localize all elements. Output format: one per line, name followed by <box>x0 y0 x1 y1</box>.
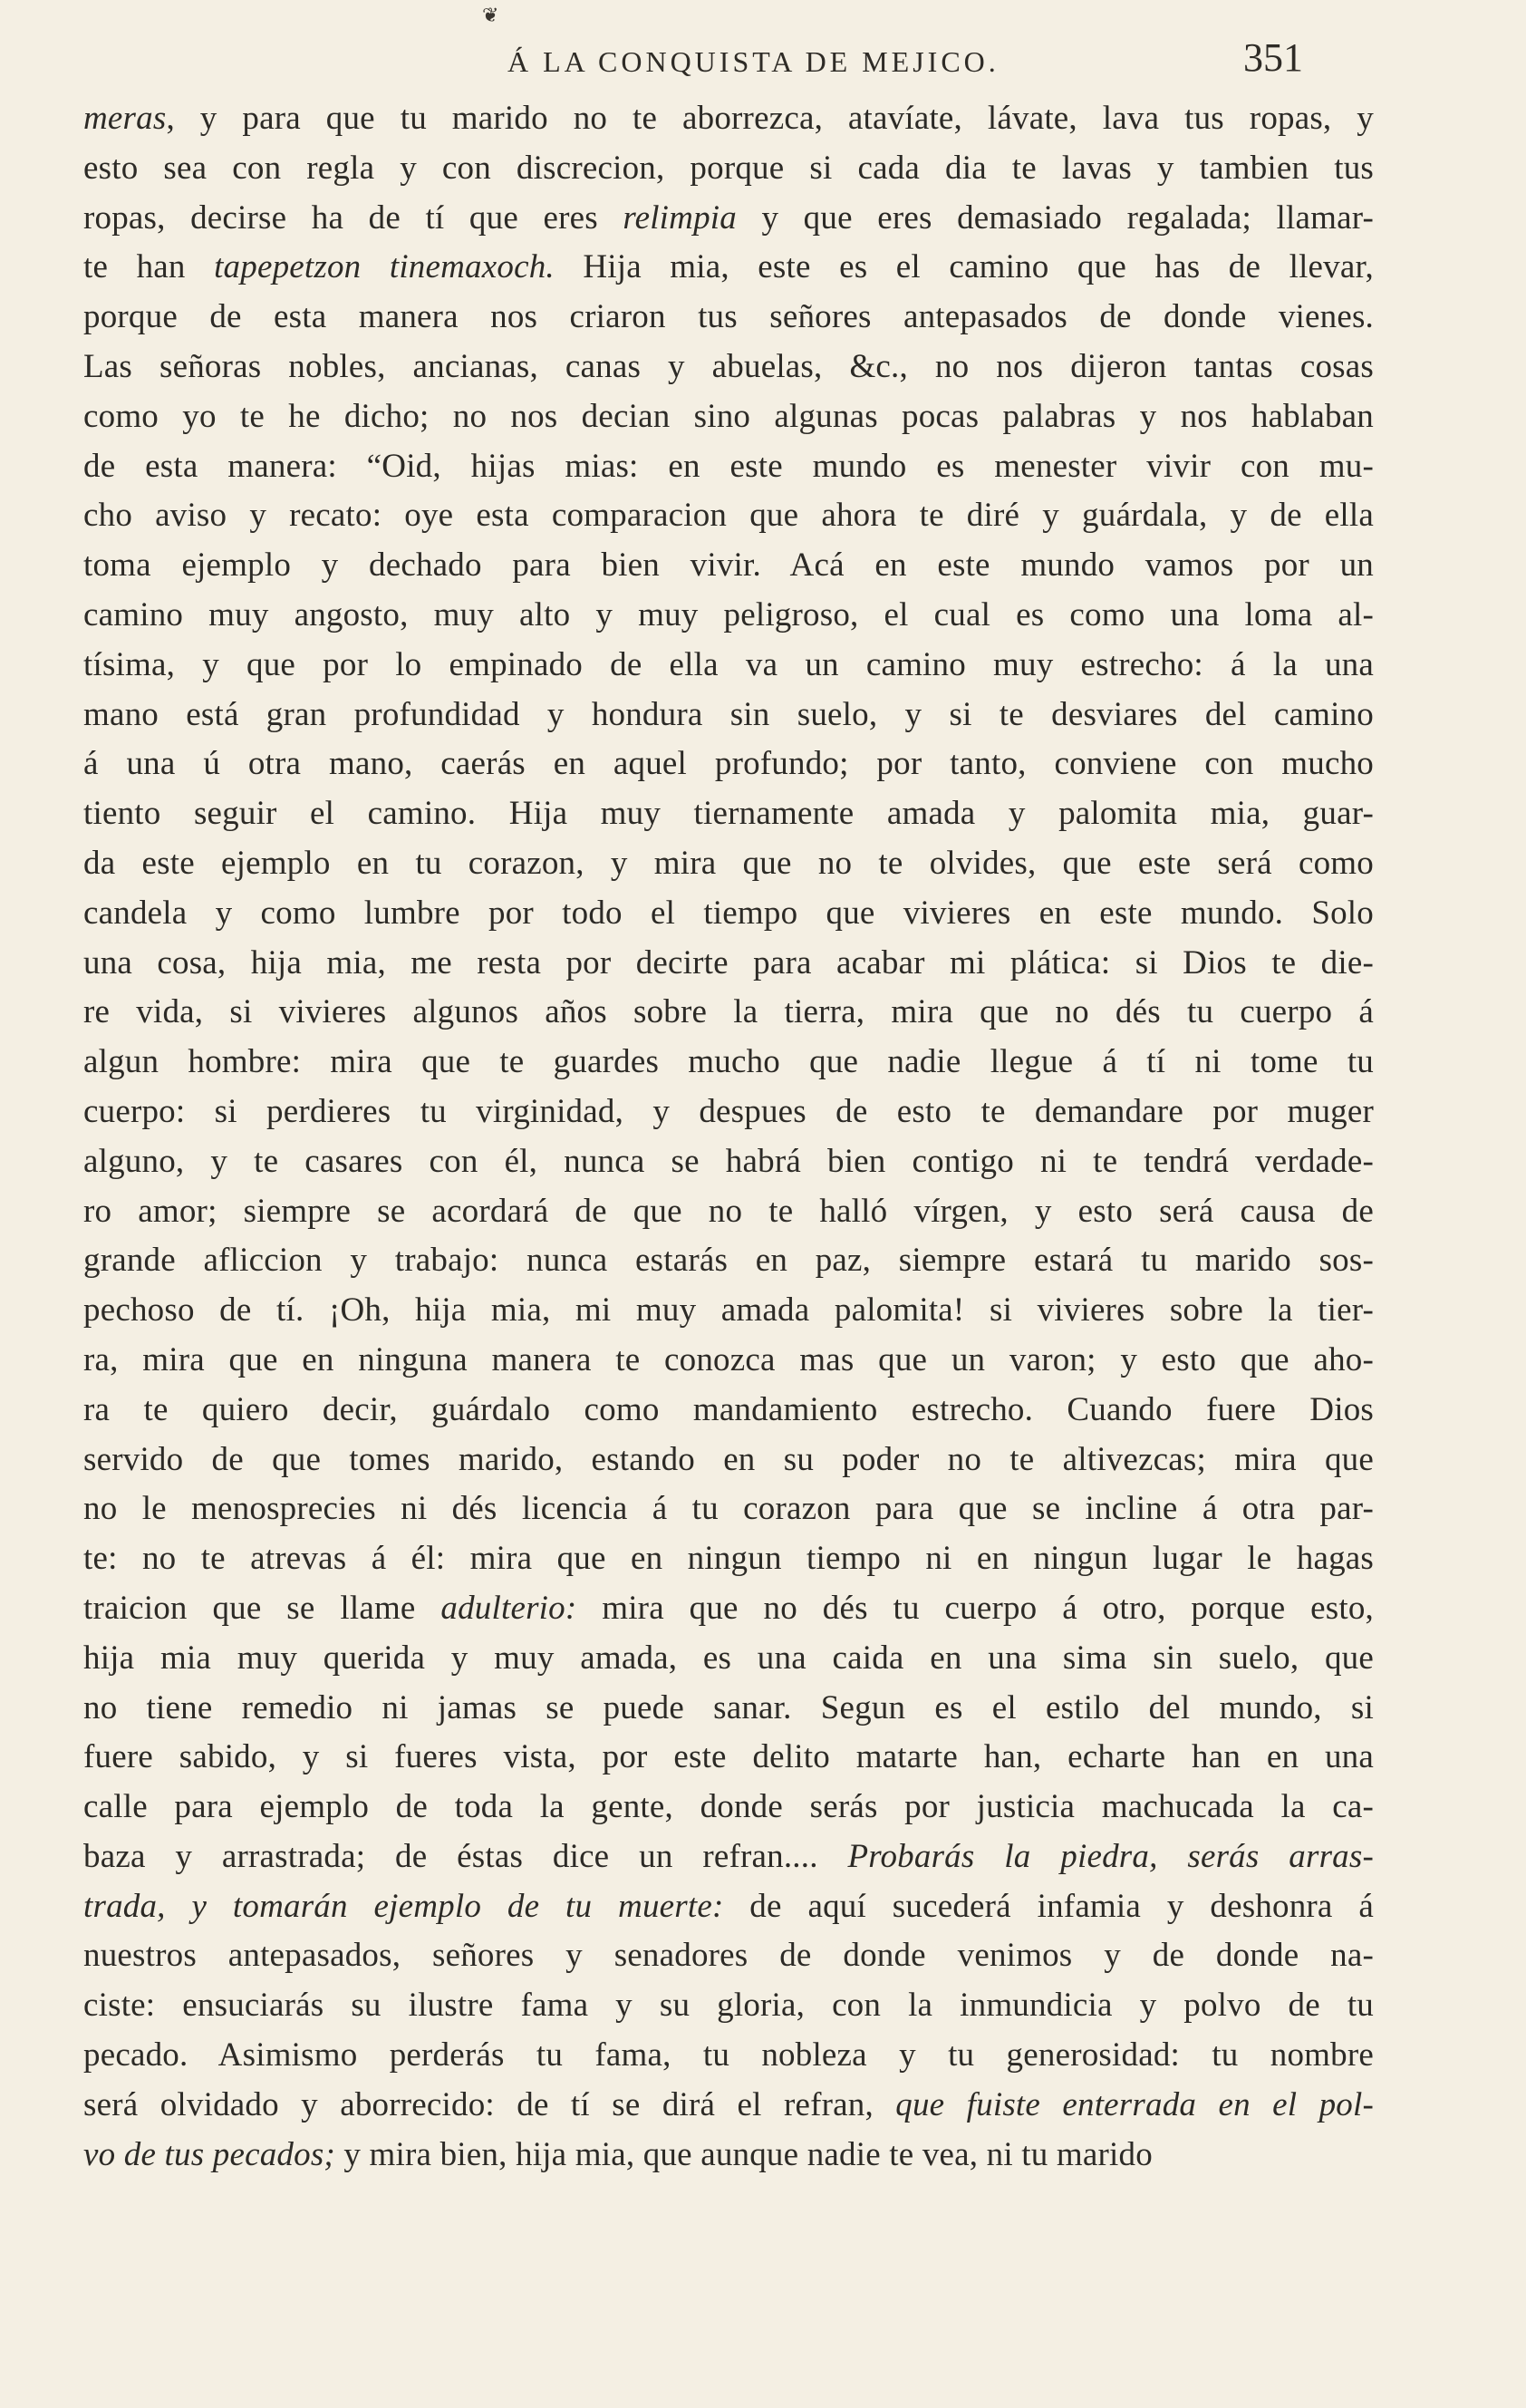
text-segment: camino muy angosto, muy alto y muy peligroso, el cual es como una loma al- <box>83 595 1374 633</box>
text-segment: da este ejemplo en tu corazon, y mira que no te olvides, que este será como <box>83 844 1374 882</box>
text-line <box>83 1882 1374 1932</box>
italic-phrase: que fuiste enterrada en el pol- <box>895 2085 1374 2123</box>
text-segment: ra te quiero decir, guárdalo como mandamiento estrecho. Cuando fuere Dios <box>83 1390 1374 1428</box>
running-head: Á LA CONQUISTA DE MEJICO. <box>507 45 1000 78</box>
text-line <box>83 591 1374 641</box>
text-segment: re vida, si vivieres algunos años sobre la tierra, mira que no dés tu cuerpo á <box>83 993 1374 1031</box>
text-segment: te: no te atrevas á él: mira que en ningun tiempo ni en ningun lugar le hagas <box>83 1540 1374 1578</box>
text-line <box>83 442 1374 492</box>
text-line <box>83 1684 1374 1734</box>
text-segment: tísima, y que por lo empinado de ella va un camino muy estrecho: á la una <box>83 645 1374 683</box>
text-segment: mano está gran profundidad y hondura sin suelo, y si te desviares del camino <box>83 695 1374 733</box>
text-line <box>83 1137 1374 1187</box>
text-segment: cho aviso y recato: oye esta comparacion que ahora te diré y guárdala, y de ella <box>83 497 1374 535</box>
text-line <box>83 1733 1374 1783</box>
text-line <box>83 641 1374 691</box>
text-segment: de aquí sucederá infamia y deshonra á <box>723 1887 1374 1925</box>
text-segment: no tiene remedio ni jamas se puede sanar. Segun es el estilo del mundo, si <box>83 1688 1374 1726</box>
text-line <box>83 740 1374 789</box>
text-line <box>83 939 1374 989</box>
text-segment: porque de esta manera nos criaron tus señores antepasados de donde vienes. <box>83 298 1374 336</box>
text-segment: servido de que tomes marido, estando en su poder no te altivezcas; mira que <box>83 1440 1374 1478</box>
text-line <box>83 491 1374 541</box>
text-line <box>83 194 1374 244</box>
italic-phrase: trada, y tomarán ejemplo de tu muerte: <box>83 1887 724 1925</box>
text-line <box>83 1336 1374 1386</box>
text-segment: nuestros antepasados, señores y senadores de donde venimos y de donde na- <box>83 1937 1374 1975</box>
text-segment: y que eres demasiado regalada; llamar- <box>736 198 1374 237</box>
text-segment: toma ejemplo y dechado para bien vivir. Acá en este mundo vamos por un <box>83 546 1374 585</box>
text-segment: mira que no dés tu cuerpo á otro, porque esto, <box>576 1589 1374 1627</box>
text-segment: una cosa, hija mia, me resta por decirte para acabar mi plática: si Dios te die- <box>83 943 1374 982</box>
text-segment: traicion que se llame <box>83 1589 441 1627</box>
text-segment: cuerpo: si perdieres tu virginidad, y despues de esto te demandare por muger <box>83 1092 1374 1130</box>
text-segment: ra, mira que en ninguna manera te conozca mas que un varon; y esto que aho- <box>83 1340 1374 1378</box>
text-line <box>83 1833 1374 1882</box>
text-segment: grande afliccion y trabajo: nunca estarás en paz, siempre estará tu marido sos- <box>83 1242 1374 1280</box>
text-line <box>83 789 1374 839</box>
text-line <box>83 1286 1374 1336</box>
text-line <box>83 243 1374 293</box>
text-segment: pechoso de tí. ¡Oh, hija mia, mi muy amada palomita! si vivieres sobre la tier- <box>83 1291 1374 1330</box>
text-line <box>83 691 1374 740</box>
text-line <box>83 1534 1374 1584</box>
text-segment: hija mia muy querida y muy amada, es una caida en una sima sin suelo, que <box>83 1639 1374 1677</box>
text-segment: baza y arrastrada; de éstas dice un refran.... <box>83 1837 848 1875</box>
text-line <box>83 392 1374 442</box>
text-segment: esto sea con regla y con discrecion, porque si cada dia te lavas y tambien tus <box>83 149 1374 187</box>
text-segment: ro amor; siempre se acordará de que no te halló vírgen, y esto será causa de <box>83 1192 1374 1230</box>
page-number: 351 <box>1243 35 1303 80</box>
text-line <box>83 1981 1374 2031</box>
italic-phrase: relimpia <box>623 198 737 237</box>
text-line <box>83 988 1374 1038</box>
text-line <box>83 1038 1374 1088</box>
text-segment: ciste: ensuciarás su ilustre fama y su gloria, con la inmundicia y polvo de tu <box>83 1987 1374 2025</box>
text-segment: será olvidado y aborrecido: de tí se dirá el refran, <box>83 2085 896 2123</box>
text-line <box>83 144 1374 194</box>
text-line <box>83 94 1374 144</box>
text-segment: Hija mia, este es el camino que has de llevar, <box>554 248 1374 286</box>
text-line <box>83 293 1374 343</box>
text-line <box>83 2081 1374 2131</box>
text-line <box>83 1187 1374 1237</box>
text-line <box>83 1634 1374 1684</box>
text-line <box>83 839 1374 889</box>
text-line <box>83 1931 1374 1981</box>
text-segment: calle para ejemplo de toda la gente, donde serás por justicia machucada la ca- <box>83 1788 1374 1826</box>
text-line <box>83 1386 1374 1436</box>
italic-phrase: meras <box>83 100 167 137</box>
text-line <box>83 1484 1374 1534</box>
text-segment: no le menosprecies ni dés licencia á tu corazon para que se incline á otra par- <box>83 1490 1374 1528</box>
text-line <box>83 1088 1374 1137</box>
text-line <box>83 541 1374 591</box>
italic-phrase: Probarás la piedra, serás arras- <box>847 1837 1374 1875</box>
text-segment: pecado. Asimismo perderás tu fama, tu nobleza y tu generosidad: tu nombre <box>83 2036 1374 2074</box>
text-line <box>83 889 1374 939</box>
text-segment: como yo te he dicho; no nos decian sino algunas pocas palabras y nos hablaban <box>83 397 1374 435</box>
text-segment: ropas, decirse ha de tí que eres <box>83 198 623 237</box>
text-segment: te han <box>83 248 215 286</box>
text-line <box>83 1436 1374 1485</box>
text-segment: alguno, y te casares con él, nunca se habrá bien contigo ni te tendrá verdade- <box>83 1142 1374 1180</box>
text-segment: Las señoras nobles, ancianas, canas y abuelas, &c., no nos dijeron tantas cosas <box>83 347 1374 385</box>
text-line <box>83 1783 1374 1833</box>
text-segment: á una ú otra mano, caerás en aquel profundo; por tanto, conviene con mucho <box>83 745 1374 783</box>
ornament-mark: ❦ <box>482 4 499 26</box>
text-line <box>83 1584 1374 1634</box>
text-segment: y mira bien, hija mia, que aunque nadie te vea, ni tu marido <box>334 2135 1153 2173</box>
text-segment: tiento seguir el camino. Hija muy tiernamente amada y palomita mia, guar- <box>83 795 1374 833</box>
text-segment: candela y como lumbre por todo el tiempo que vivieres en este mundo. Solo <box>83 894 1374 932</box>
italic-phrase: tapepetzon tinemaxoch. <box>214 248 555 286</box>
text-line <box>83 2031 1374 2081</box>
italic-phrase: vo de tus pecados; <box>83 2135 335 2173</box>
text-segment: de esta manera: “Oid, hijas mias: en este mundo es menester vivir con mu- <box>83 447 1374 485</box>
italic-phrase: adulterio: <box>440 1589 577 1627</box>
text-line <box>83 1236 1374 1286</box>
text-line <box>83 343 1374 392</box>
body-text <box>83 94 1374 2180</box>
text-segment: fuere sabido, y si fueres vista, por este delito matarte han, echarte han en una <box>83 1738 1374 1776</box>
text-segment: , y para que tu marido no te aborrezca, atavíate, lávate, lava tus ropas, y <box>166 100 1374 137</box>
text-line <box>83 2131 1374 2181</box>
text-segment: algun hombre: mira que te guardes mucho que nadie llegue á tí ni tome tu <box>83 1043 1374 1081</box>
